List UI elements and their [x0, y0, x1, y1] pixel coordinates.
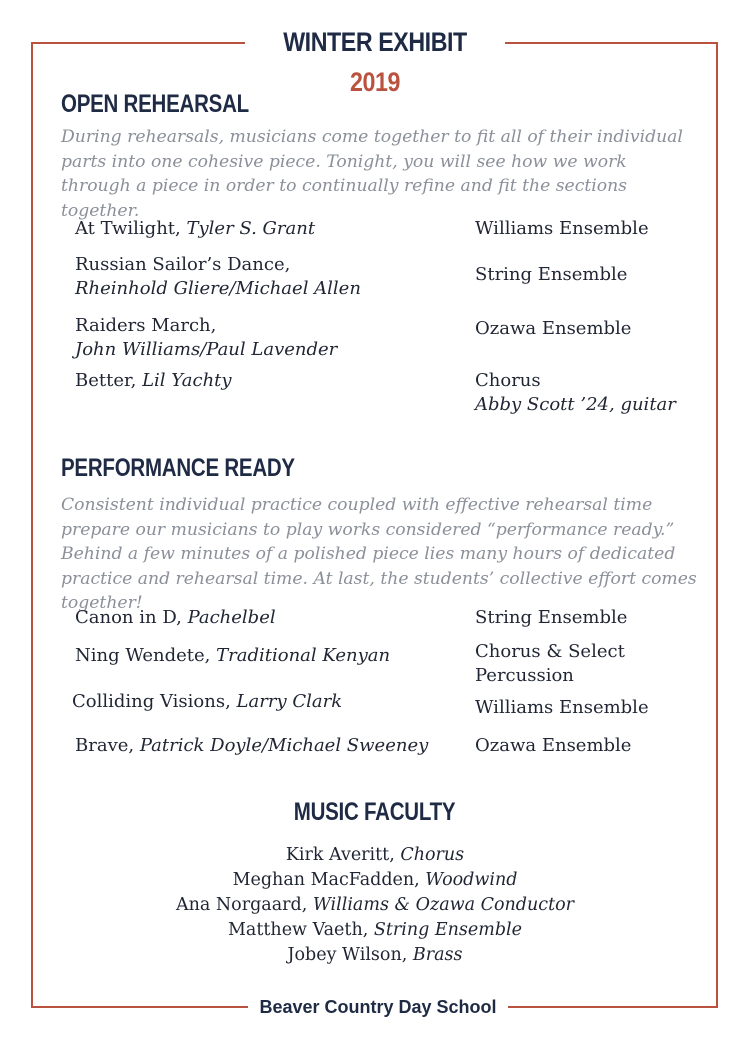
- faculty-member: Ana Norgaard, Williams & Ozawa Conductor: [175, 895, 575, 915]
- section-description-performance-ready: Consistent individual practice coupled with effective rehearsal time prepare our musicians to play works considered “performance ready.” Behind a few minutes of a polished piece lies many hours of dedicated practice and rehearsal time. At last, the students’ collective effort comes together!: [61, 495, 697, 613]
- title-text: WINTER EXHIBIT: [283, 27, 467, 57]
- piece-title: Better, Lil Yachty: [75, 370, 232, 391]
- piece-title: Canon in D, Pachelbel: [75, 607, 276, 628]
- faculty-role: Williams & Ozawa Conductor: [312, 895, 575, 915]
- faculty-member: Meghan MacFadden, Woodwind: [232, 870, 518, 890]
- piece-title: Raiders March, John Williams/Paul Lavender: [75, 314, 455, 362]
- faculty-role: Brass: [412, 945, 463, 965]
- piece-title: At Twilight, Tyler S. Grant: [75, 218, 316, 239]
- piece-ensemble: Chorus & Select Percussion: [475, 641, 625, 686]
- piece-composer: Patrick Doyle/Michael Sweeney: [139, 735, 429, 756]
- piece-composer: Traditional Kenyan: [216, 645, 391, 666]
- school-name: Beaver Country Day School: [259, 997, 497, 1017]
- piece-composer: Larry Clark: [236, 691, 343, 712]
- piece-ensemble: String Ensemble: [475, 264, 628, 285]
- piece-title: Russian Sailor’s Dance, Rheinhold Gliere/Michael Allen: [75, 253, 455, 301]
- faculty-member: Kirk Averitt, Chorus: [285, 845, 465, 865]
- piece-title: Ning Wendete, Traditional Kenyan: [75, 645, 391, 666]
- piece-composer: Lil Yachty: [142, 370, 232, 391]
- section-heading-performance-ready: PERFORMANCE READY: [61, 454, 295, 482]
- faculty-member: Jobey Wilson, Brass: [287, 945, 463, 965]
- footer: [248, 990, 508, 1024]
- piece-composer: John Williams/Paul Lavender: [75, 339, 338, 360]
- piece-composer: Rheinhold Gliere/Michael Allen: [75, 278, 361, 299]
- piece-ensemble: Chorus Abby Scott ’24, guitar: [475, 369, 695, 417]
- piece-ensemble: String Ensemble: [475, 607, 628, 628]
- faculty-heading: MUSIC FACULTY: [294, 798, 456, 826]
- faculty-role: Chorus: [400, 845, 465, 865]
- piece-title: Colliding Visions, Larry Clark: [72, 691, 343, 712]
- ensemble-note: Abby Scott ’24, guitar: [475, 394, 676, 415]
- page-title: [245, 22, 505, 97]
- faculty-list: [0, 843, 750, 968]
- piece-ensemble: Ozawa Ensemble: [475, 735, 632, 756]
- piece-ensemble: Williams Ensemble: [475, 218, 649, 239]
- title-year: 2019: [350, 67, 400, 97]
- piece-ensemble: Ozawa Ensemble: [475, 318, 632, 339]
- faculty-member: Matthew Vaeth, String Ensemble: [228, 920, 522, 940]
- piece-composer: Pachelbel: [187, 607, 276, 628]
- piece-title: Brave, Patrick Doyle/Michael Sweeney: [75, 735, 429, 756]
- piece-composer: Tyler S. Grant: [186, 218, 316, 239]
- faculty-role: Woodwind: [425, 870, 518, 890]
- faculty-role: String Ensemble: [373, 920, 522, 940]
- section-description-open-rehearsal: During rehearsals, musicians come together to fit all of their individual parts into one cohesive piece. Tonight, you will see how we work through a piece in order to continually refine and fit the sections together.: [61, 127, 683, 221]
- piece-ensemble: Williams Ensemble: [475, 697, 649, 718]
- section-heading-open-rehearsal: OPEN REHEARSAL: [61, 90, 249, 118]
